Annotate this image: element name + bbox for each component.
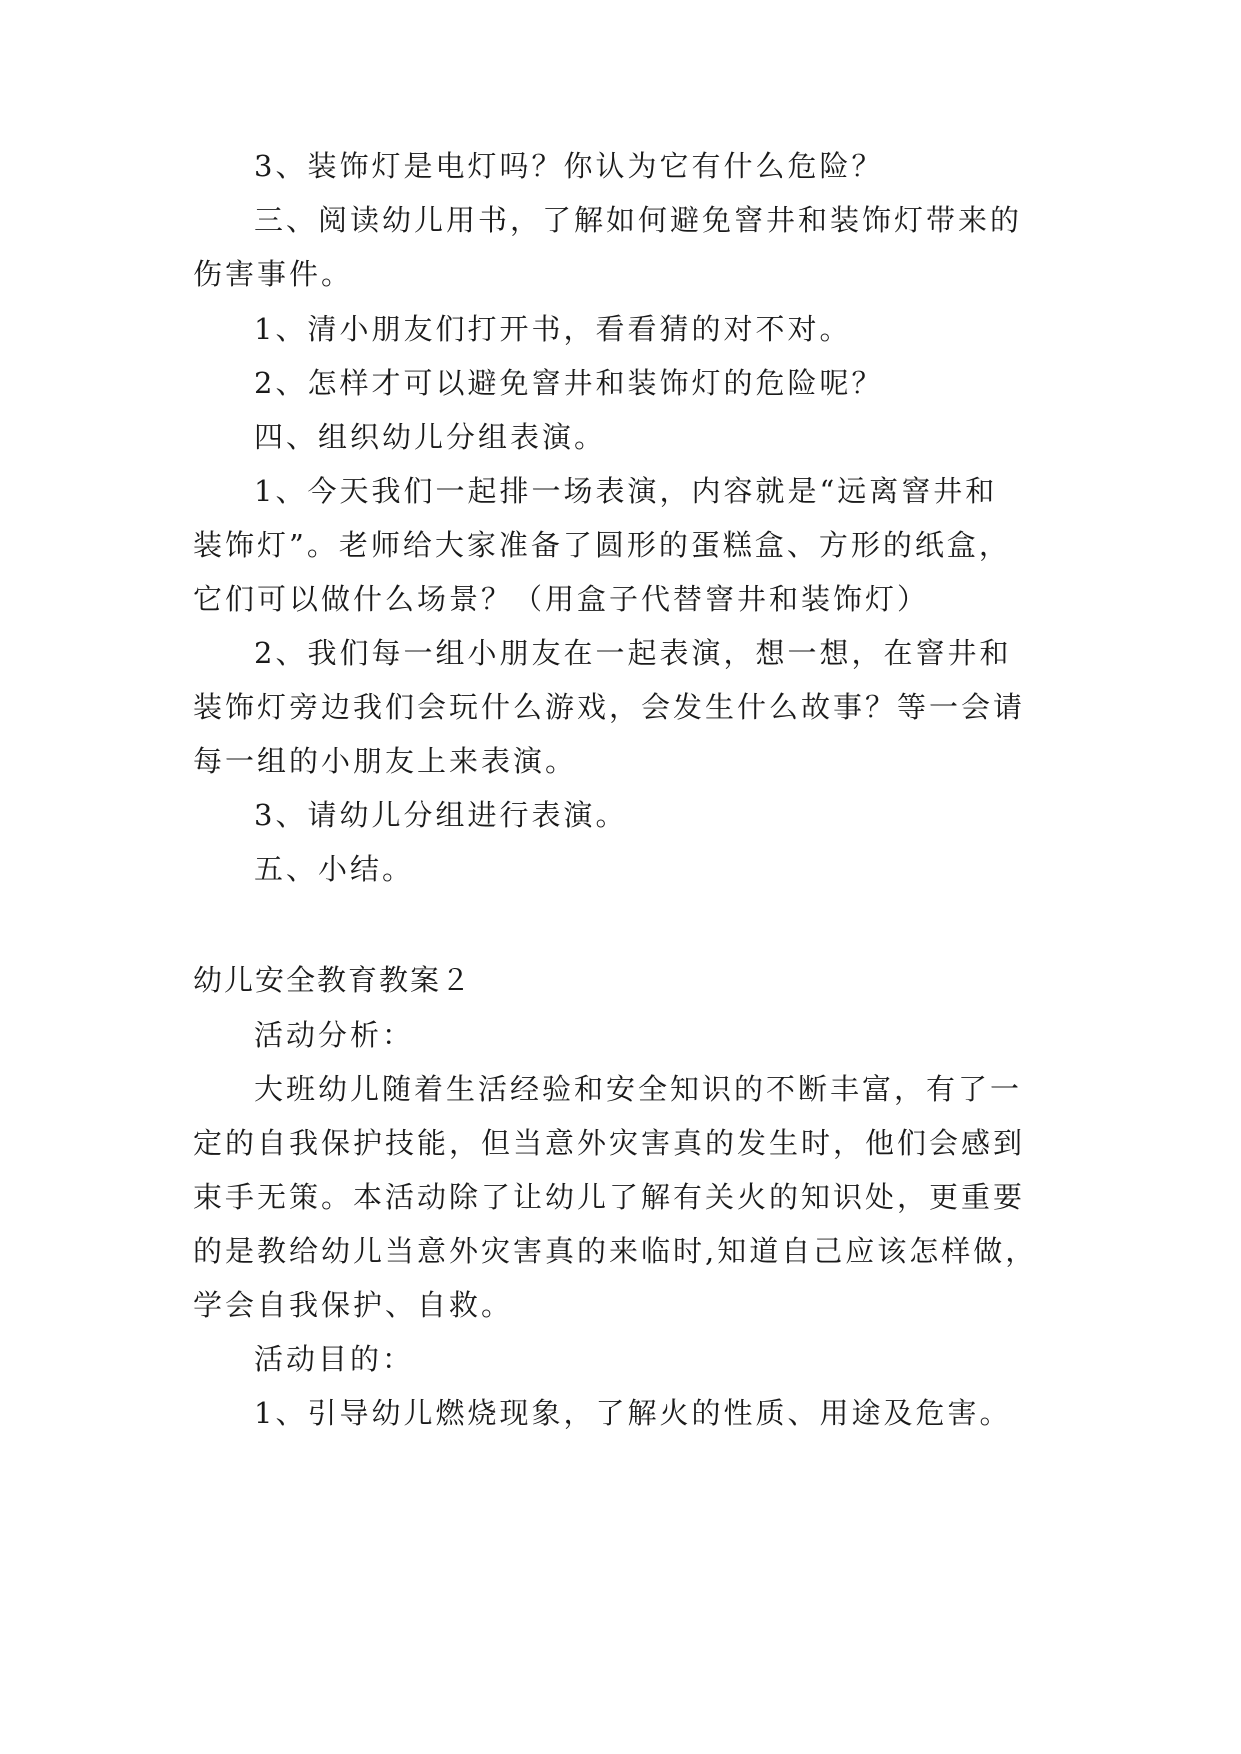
paragraph-line: 的是教给幼儿当意外灾害真的来临时,知道自己应该怎样做， [193,1234,1038,1268]
section-heading: 活动目的： [254,1342,415,1376]
paragraph-line: 大班幼儿随着生活经验和安全知识的不断丰富，有了一 [254,1072,1023,1106]
section-heading: 四、组织幼儿分组表演。 [254,420,607,454]
section-heading: 活动分析： [254,1018,415,1052]
paragraph-line: 3、装饰灯是电灯吗？你认为它有什么危险？ [254,149,884,183]
paragraph-line: 束手无策。本活动除了让幼儿了解有关火的知识处，更重要 [193,1180,1026,1214]
paragraph-line: 1、今天我们一起排一场表演，内容就是“远离窨井和 [254,474,998,508]
paragraph-line: 伤害事件。 [193,257,354,291]
paragraph-line: 它们可以做什么场景？（用盒子代替窨井和装饰灯） [193,582,930,616]
section-heading: 三、阅读幼儿用书，了解如何避免窨井和装饰灯带来的 [254,203,1023,237]
paragraph-line: 每一组的小朋友上来表演。 [193,744,578,778]
paragraph-line: 装饰灯”。老师给大家准备了圆形的蛋糕盒、方形的纸盒， [193,528,1011,562]
paragraph-line: 1、清小朋友们打开书，看看猜的对不对。 [254,312,852,346]
paragraph-line: 3、请幼儿分组进行表演。 [254,798,628,832]
paragraph-line: 定的自我保护技能，但当意外灾害真的发生时，他们会感到 [193,1126,1026,1160]
document-title: 幼儿安全教育教案２ [193,963,473,997]
paragraph-line: 2、怎样才可以避免窨井和装饰灯的危险呢？ [254,366,884,400]
section-heading: 五、小结。 [254,852,415,886]
paragraph-line: 2、我们每一组小朋友在一起表演，想一想，在窨井和 [254,636,1012,670]
paragraph-line: 1、引导幼儿燃烧现象，了解火的性质、用途及危害。 [254,1396,1012,1430]
paragraph-line: 学会自我保护、自救。 [193,1288,514,1322]
paragraph-line: 装饰灯旁边我们会玩什么游戏，会发生什么故事？等一会请 [193,690,1026,724]
